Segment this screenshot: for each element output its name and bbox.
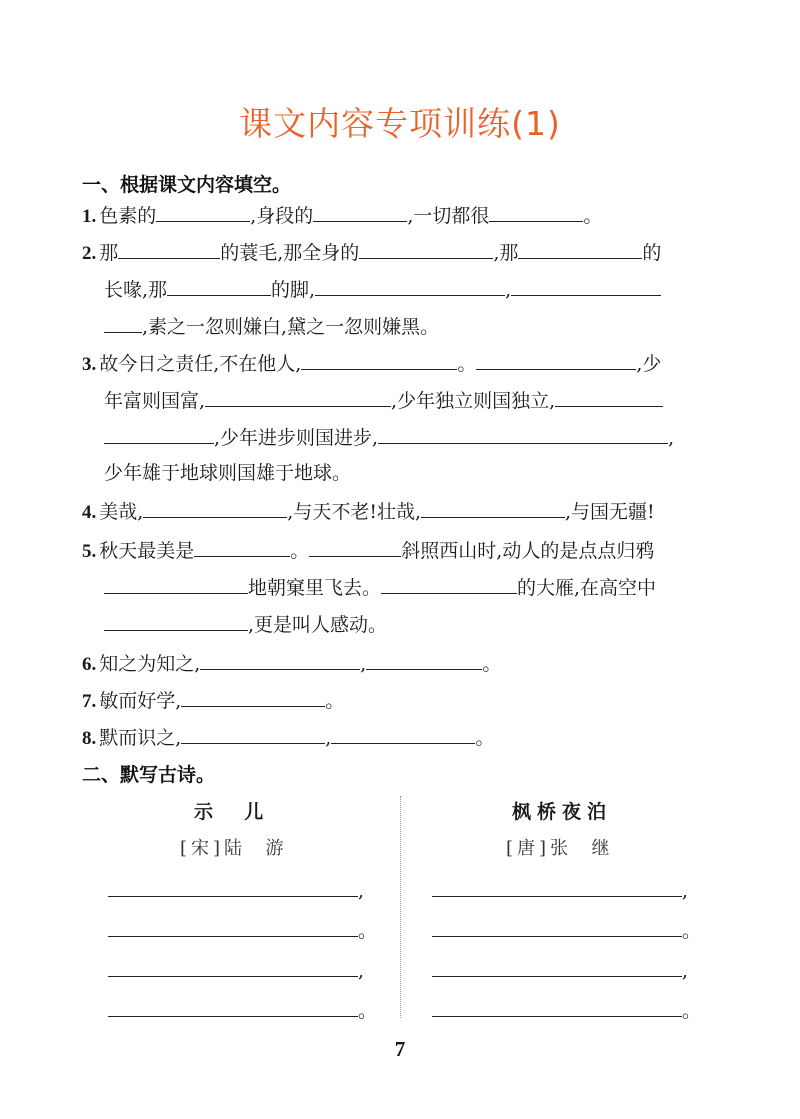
poem1-blank-2[interactable] [108, 914, 358, 937]
q2-blank-3[interactable] [518, 238, 642, 259]
q5-blank-3[interactable] [104, 573, 248, 594]
q1-text: 色素的 [99, 205, 157, 227]
poem1-line-1 [108, 874, 364, 900]
section2-heading: 二、默写古诗。 [82, 764, 216, 786]
q6-blank-1[interactable] [200, 649, 360, 670]
question-8 [82, 723, 494, 752]
question-3-line-3 [104, 423, 674, 451]
poem1-author: [宋]陆 游 [180, 838, 288, 859]
page-number: 7 [394, 1037, 406, 1061]
q4-blank-2[interactable] [421, 497, 565, 518]
q6-text: , [360, 653, 367, 675]
q3-number: 3. [82, 354, 97, 375]
q1-text: ,身段的 [250, 205, 314, 227]
q2-blank-6[interactable] [511, 275, 661, 296]
q5-text: 。 [290, 540, 310, 562]
poem2-line-1 [432, 874, 688, 900]
q5-text: ,更是叫人感动。 [248, 614, 388, 636]
q6-blank-2[interactable] [366, 649, 482, 670]
q3-blank-2[interactable] [476, 349, 636, 370]
q8-number: 8. [82, 728, 97, 749]
q7-number: 7. [82, 691, 97, 712]
q3-text: ,少年独立则国独立, [391, 390, 556, 412]
poem2-punct: 。 [682, 920, 702, 942]
question-3 [82, 349, 661, 378]
poem1-blank-4[interactable] [108, 994, 358, 1017]
q5-text: 斜照西山时,动人的是点点归鸦 [401, 540, 655, 562]
question-7 [82, 686, 344, 715]
poem2-title: 枫桥夜泊 [512, 801, 613, 823]
q2-text: 那 [99, 242, 119, 264]
question-2-line-2 [104, 275, 661, 303]
q3-text: ,少年进步则国进步, [214, 427, 379, 449]
poem2-line-2 [432, 914, 701, 940]
q1-number: 1. [82, 206, 97, 227]
q8-blank-1[interactable] [181, 723, 325, 744]
q4-text: ,与天不老!壮哉, [287, 501, 422, 523]
poem2-blank-1[interactable] [432, 874, 682, 897]
question-3-line-2 [104, 386, 663, 414]
q8-text: 默而识之, [99, 727, 182, 749]
q3-text: 少年雄于地球则国雄于地球。 [104, 462, 352, 484]
question-1 [82, 201, 602, 230]
poem1-punct: , [358, 880, 365, 902]
q2-text: , [505, 279, 512, 301]
q2-blank-2[interactable] [359, 238, 493, 259]
q1-blank-1[interactable] [156, 201, 250, 222]
q4-blank-1[interactable] [143, 497, 287, 518]
q3-blank-4[interactable] [555, 386, 663, 407]
q2-text: 的蓑毛,那全身的 [220, 242, 360, 264]
q8-text: , [325, 727, 332, 749]
q5-blank-2[interactable] [309, 536, 401, 557]
q3-text: 年富则国富, [104, 390, 206, 412]
q7-text: 敏而好学, [99, 690, 182, 712]
q5-text: 地朝窠里飞去。 [248, 577, 382, 599]
poem1-line-2 [108, 914, 377, 940]
q2-blank-1[interactable] [118, 238, 220, 259]
q3-text: 故今日之责任,不在他人, [99, 353, 302, 375]
q5-number: 5. [82, 541, 97, 562]
poem2-blank-3[interactable] [432, 954, 682, 977]
poem2-punct: , [682, 960, 689, 982]
q6-number: 6. [82, 654, 97, 675]
q2-text: 长喙,那 [104, 279, 168, 301]
q2-text: 的 [642, 242, 662, 264]
poem2-blank-2[interactable] [432, 914, 682, 937]
q3-blank-3[interactable] [205, 386, 391, 407]
q5-blank-4[interactable] [381, 573, 517, 594]
poem-divider [400, 796, 401, 1018]
poem1-line-4 [108, 994, 377, 1020]
question-4 [82, 497, 655, 526]
poem1-blank-3[interactable] [108, 954, 358, 977]
q7-text: 。 [325, 690, 345, 712]
poem2-author: [唐]张 继 [506, 838, 614, 859]
question-6 [82, 649, 501, 678]
q1-blank-3[interactable] [489, 201, 583, 222]
q1-blank-2[interactable] [313, 201, 407, 222]
q8-blank-2[interactable] [331, 723, 475, 744]
q2-blank-5[interactable] [315, 275, 505, 296]
q4-text: ,与国无疆! [565, 501, 655, 523]
poem2-line-3 [432, 954, 688, 980]
question-5-line-3 [104, 610, 387, 638]
q2-blank-7[interactable] [104, 312, 142, 333]
poem1-punct: , [358, 960, 365, 982]
poem2-punct: 。 [682, 1000, 702, 1022]
q6-text: 。 [482, 653, 502, 675]
poem1-punct: 。 [358, 1000, 378, 1022]
q3-text: , [668, 427, 675, 449]
question-2-line-3 [104, 312, 439, 340]
question-5-line-2 [104, 573, 656, 601]
question-3-line-4 [104, 460, 351, 486]
q4-number: 4. [82, 502, 97, 523]
q3-blank-1[interactable] [301, 349, 457, 370]
poem1-title: 示 儿 [194, 801, 270, 823]
q5-blank-1[interactable] [194, 536, 290, 557]
poem2-blank-4[interactable] [432, 994, 682, 1017]
q7-blank-1[interactable] [181, 686, 325, 707]
question-2 [82, 238, 661, 267]
poem2-punct: , [682, 880, 689, 902]
q3-blank-5[interactable] [104, 423, 214, 444]
page-title: 课文内容专项训练(1) [239, 104, 561, 143]
q8-text: 。 [475, 727, 495, 749]
q3-text: 。 [457, 353, 477, 375]
poem1-punct: 。 [358, 920, 378, 942]
q4-text: 美哉, [99, 501, 144, 523]
q2-blank-4[interactable] [167, 275, 271, 296]
q6-text: 知之为知之, [99, 653, 201, 675]
poem1-blank-1[interactable] [108, 874, 358, 897]
poem2-line-4 [432, 994, 701, 1020]
q5-blank-5[interactable] [104, 610, 248, 631]
q1-text: 。 [583, 205, 603, 227]
q2-text: ,素之一忽则嫌白,黛之一忽则嫌黑。 [142, 316, 440, 338]
q2-text: 的脚, [271, 279, 316, 301]
q3-text: ,少 [636, 353, 662, 375]
q3-blank-6[interactable] [378, 423, 668, 444]
q2-number: 2. [82, 243, 97, 264]
question-5 [82, 536, 654, 565]
q2-text: ,那 [493, 242, 519, 264]
q1-text: ,一切都很 [407, 205, 490, 227]
q5-text: 秋天最美是 [99, 540, 195, 562]
poem1-line-3 [108, 954, 364, 980]
section1-heading: 一、根据课文内容填空。 [82, 174, 292, 196]
q5-text: 的大雁,在高空中 [517, 577, 657, 599]
